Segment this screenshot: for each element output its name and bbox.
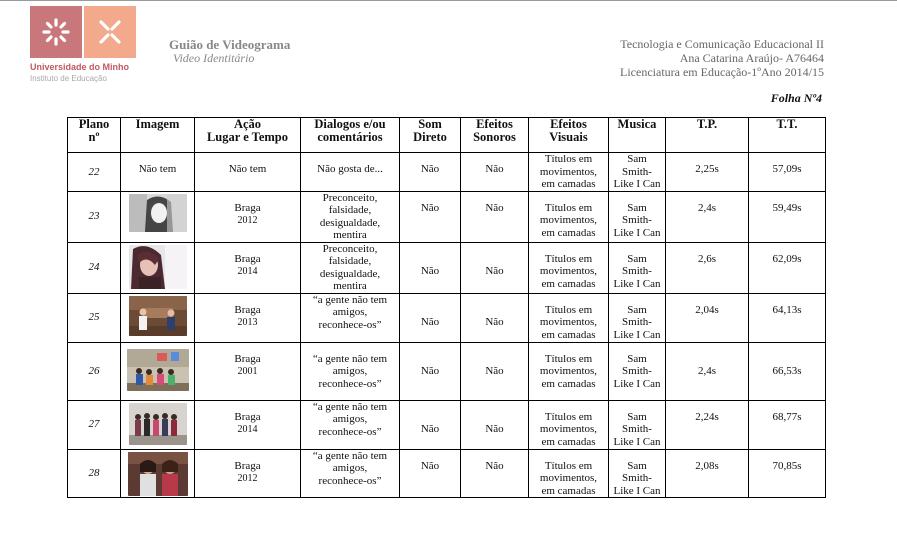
document-title: Guião de Videograma bbox=[169, 37, 291, 52]
header-acao: Ação Lugar e Tempo bbox=[195, 118, 301, 153]
acao-cell: Braga 2014 bbox=[195, 242, 301, 293]
tt-cell: 62,09s bbox=[749, 242, 826, 293]
dialogo-cell: Preconceito, falsidade, desigualdade, mentira bbox=[301, 242, 400, 293]
imagem-cell bbox=[121, 242, 195, 293]
acao-cell: Não tem bbox=[195, 153, 301, 192]
student-name: Ana Catarina Araújo- A76464 bbox=[679, 51, 824, 65]
header-efeitos-visuais: Efeitos Visuais bbox=[529, 118, 609, 153]
musica-cell: Sam Smith- Like I Can bbox=[609, 342, 666, 400]
logo-left-square bbox=[30, 6, 82, 58]
dialogo-cell: “a gente não tem amigos, reconhece-os” bbox=[301, 449, 400, 498]
efeitos-visuais-cell: Títulos em movimentos, em camadas bbox=[529, 400, 609, 449]
tt-cell: 64,13s bbox=[749, 293, 826, 342]
header-som: Som Direto bbox=[400, 118, 461, 153]
plano-cell: 27 bbox=[68, 400, 121, 449]
acao-cell: Braga 2013 bbox=[195, 293, 301, 342]
som-cell: Não bbox=[400, 449, 461, 498]
table-row bbox=[68, 342, 826, 400]
musica-cell: Sam Smith- Like I Can bbox=[609, 153, 666, 192]
som-cell: Não bbox=[400, 342, 461, 400]
acao-cell: Braga 2012 bbox=[195, 449, 301, 498]
table-row bbox=[68, 153, 826, 192]
plano-cell: 25 bbox=[68, 293, 121, 342]
document-subtitle: Video Identitário bbox=[173, 51, 255, 65]
header-musica: Musica bbox=[609, 118, 666, 153]
efeitos-sonoros-cell: Não bbox=[461, 191, 529, 242]
dialogo-cell: “a gente não tem amigos, reconhece-os” bbox=[301, 342, 400, 400]
header-tp: T.P. bbox=[666, 118, 749, 153]
photo-thumbnail bbox=[129, 245, 187, 289]
plano-cell: 24 bbox=[68, 242, 121, 293]
imagem-cell bbox=[121, 293, 195, 342]
som-cell: Não bbox=[400, 400, 461, 449]
table-row bbox=[68, 191, 826, 242]
imagem-cell bbox=[121, 400, 195, 449]
plano-cell: 26 bbox=[68, 342, 121, 400]
tp-cell: 2,4s bbox=[666, 342, 749, 400]
musica-cell: Sam Smith- Like I Can bbox=[609, 400, 666, 449]
tp-cell: 2,24s bbox=[666, 400, 749, 449]
tp-cell: 2,6s bbox=[666, 242, 749, 293]
header-tt: T.T. bbox=[749, 118, 826, 153]
table-row bbox=[68, 293, 826, 342]
logo-left-mark bbox=[30, 6, 82, 58]
tp-cell: 2,4s bbox=[666, 191, 749, 242]
imagem-cell bbox=[121, 342, 195, 400]
efeitos-sonoros-cell: Não bbox=[461, 342, 529, 400]
musica-cell: Sam Smith- Like I Can bbox=[609, 293, 666, 342]
dialogo-cell: Não gosta de... bbox=[301, 153, 400, 192]
plano-cell: 23 bbox=[68, 191, 121, 242]
acao-cell: Braga 2012 bbox=[195, 191, 301, 242]
tp-cell: 2,25s bbox=[666, 153, 749, 192]
efeitos-sonoros-cell: Não bbox=[461, 293, 529, 342]
som-cell: Não bbox=[400, 191, 461, 242]
storyboard-table bbox=[67, 117, 826, 498]
efeitos-visuais-cell: Títulos em movimentos, em camadas bbox=[529, 153, 609, 192]
logo-institute-name: Instituto de Educação bbox=[30, 74, 107, 83]
header-plano: Plano nº bbox=[68, 118, 121, 153]
header-dialogos: Dialogos e/ou comentários bbox=[301, 118, 400, 153]
efeitos-visuais-cell: Títulos em movimentos, em camadas bbox=[529, 242, 609, 293]
imagem-text: Não tem bbox=[138, 163, 177, 175]
tt-cell: 59,49s bbox=[749, 191, 826, 242]
musica-cell: Sam Smith- Like I Can bbox=[609, 191, 666, 242]
photo-thumbnail bbox=[128, 452, 188, 496]
imagem-cell bbox=[121, 153, 195, 192]
musica-cell: Sam Smith- Like I Can bbox=[609, 242, 666, 293]
course-info bbox=[620, 37, 824, 79]
logo-university-name: Universidade do Minho bbox=[30, 62, 130, 72]
tp-cell: 2,08s bbox=[666, 449, 749, 498]
musica-cell: Sam Smith- Like I Can bbox=[609, 449, 666, 498]
course-name: Tecnologia e Comunicação Educacional II bbox=[620, 37, 824, 51]
degree-year: Licenciatura em Educação-1ºAno 2014/15 bbox=[620, 65, 824, 79]
tt-cell: 68,77s bbox=[749, 400, 826, 449]
efeitos-sonoros-cell: Não bbox=[461, 153, 529, 192]
logo-right-square bbox=[84, 6, 136, 58]
efeitos-sonoros-cell: Não bbox=[461, 242, 529, 293]
dialogo-cell: Preconceito, falsidade, desigualdade, mentira bbox=[301, 191, 400, 242]
plano-cell: 28 bbox=[68, 449, 121, 498]
sheet-number: Folha Nº4 bbox=[770, 91, 822, 105]
som-cell: Não bbox=[400, 242, 461, 293]
tt-cell: 70,85s bbox=[749, 449, 826, 498]
photo-thumbnail bbox=[127, 349, 189, 391]
top-rule bbox=[0, 0, 897, 1]
table-row bbox=[68, 400, 826, 449]
table-header-row bbox=[68, 118, 826, 153]
efeitos-visuais-cell: Títulos em movimentos, em camadas bbox=[529, 293, 609, 342]
dialogo-cell: “a gente não tem amigos, reconhece-os” bbox=[301, 293, 400, 342]
photo-thumbnail bbox=[129, 194, 187, 232]
som-cell: Não bbox=[400, 293, 461, 342]
photo-thumbnail bbox=[129, 403, 187, 445]
logo-right-mark bbox=[84, 6, 136, 58]
acao-cell: Braga 2014 bbox=[195, 400, 301, 449]
photo-thumbnail bbox=[129, 296, 187, 336]
efeitos-sonoros-cell: Não bbox=[461, 449, 529, 498]
efeitos-sonoros-cell: Não bbox=[461, 400, 529, 449]
table-row bbox=[68, 242, 826, 293]
imagem-cell bbox=[121, 191, 195, 242]
dialogo-cell: “a gente não tem amigos, reconhece-os” bbox=[301, 400, 400, 449]
imagem-cell bbox=[121, 449, 195, 498]
university-logo bbox=[30, 6, 140, 86]
som-cell: Não bbox=[400, 153, 461, 192]
efeitos-visuais-cell: Títulos em movimentos, em camadas bbox=[529, 191, 609, 242]
tp-cell: 2,04s bbox=[666, 293, 749, 342]
header-imagem: Imagem bbox=[121, 118, 195, 153]
plano-cell: 22 bbox=[68, 153, 121, 192]
efeitos-visuais-cell: Títulos em movimentos, em camadas bbox=[529, 449, 609, 498]
header-efeitos-sonoros: Efeitos Sonoros bbox=[461, 118, 529, 153]
efeitos-visuais-cell: Títulos em movimentos, em camadas bbox=[529, 342, 609, 400]
tt-cell: 57,09s bbox=[749, 153, 826, 192]
table-row bbox=[68, 449, 826, 498]
tt-cell: 66,53s bbox=[749, 342, 826, 400]
acao-cell: Braga 2001 bbox=[195, 342, 301, 400]
